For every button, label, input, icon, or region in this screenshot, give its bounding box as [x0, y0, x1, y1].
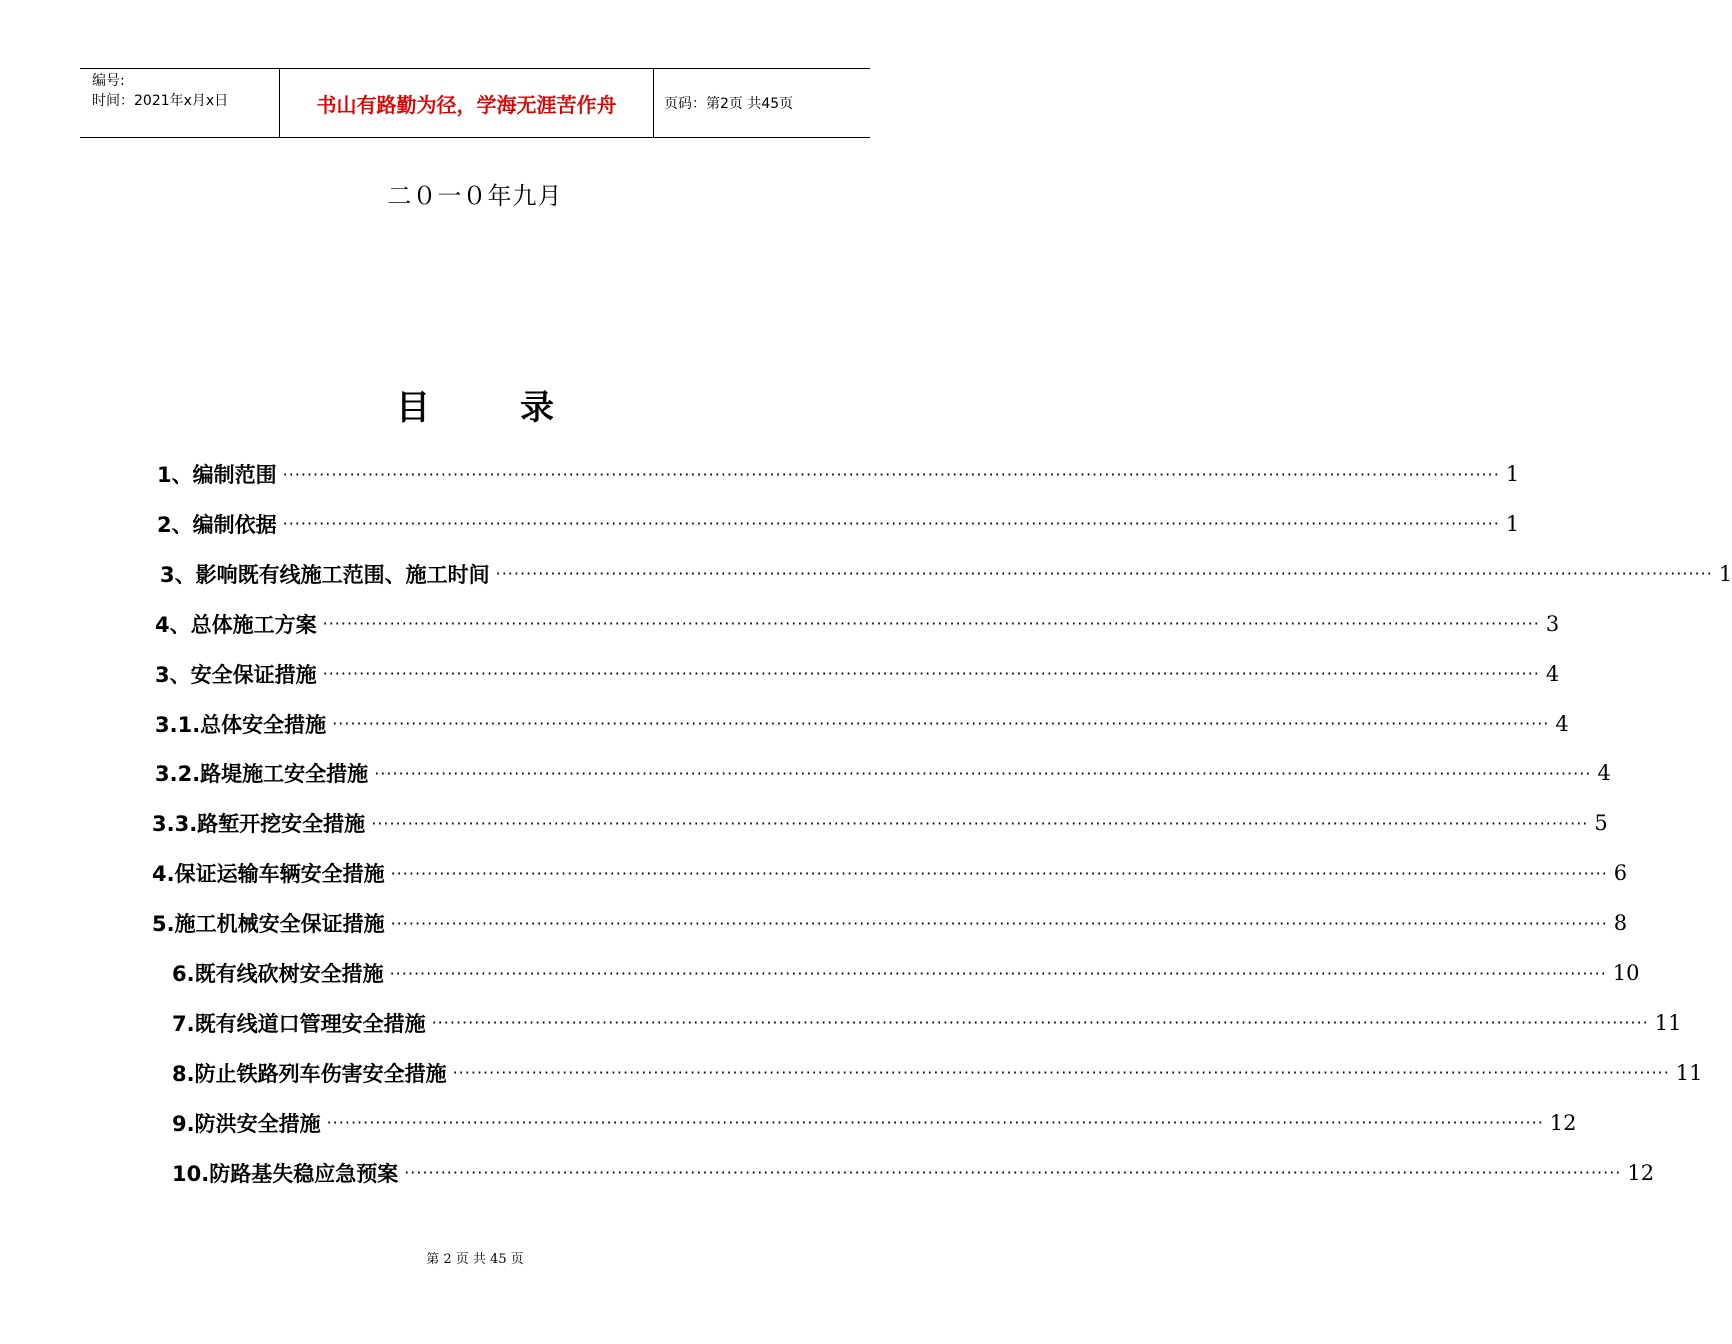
toc-entry-page: 1: [1505, 462, 1520, 486]
toc-entry-page: 4: [1597, 761, 1611, 786]
toc-entry-page: 6: [1613, 861, 1628, 886]
toc-entry-label: 3、安全保证措施: [155, 662, 317, 687]
toc-entry: [155, 656, 1560, 692]
toc-entry: [152, 855, 1628, 891]
toc-entry-label: 10.防路基失稳应急预案: [172, 1161, 399, 1186]
toc-entry: [152, 805, 1608, 841]
toc-entry-page: 4: [1545, 661, 1560, 686]
toc-entry-label: 8.防止铁路列车伤害安全措施: [172, 1061, 447, 1086]
toc-title: [0, 380, 950, 429]
toc-entry: [152, 905, 1628, 941]
toc-entry-page: 11: [1654, 1010, 1682, 1035]
toc-entry: [155, 606, 1560, 642]
toc-entry-label: 3.3.路堑开挖安全措施: [152, 812, 366, 837]
toc-leader: ········································································································································································································: [431, 1013, 1649, 1033]
toc-leader: ········································································································································································································: [390, 863, 1608, 883]
toc-entry-page: 8: [1613, 911, 1628, 936]
toc-leader: ········································································································································································································: [404, 1163, 1622, 1183]
toc-leader: ········································································································································································································: [495, 564, 1713, 584]
toc-entry: [172, 1055, 1703, 1091]
toc-title-left: 目: [396, 388, 430, 428]
toc-entry: [157, 456, 1520, 492]
toc-entry-label: 4.保证运输车辆安全措施: [152, 862, 385, 887]
toc-entry: [155, 755, 1611, 791]
toc-entry: [157, 506, 1520, 542]
page-footer: 第 2 页 共 45 页: [426, 1252, 524, 1267]
toc-entry-page: 10: [1612, 961, 1640, 985]
toc-entry: [160, 556, 1732, 592]
date-line: 二０一０年九月: [387, 182, 563, 210]
toc-entry-page: 12: [1627, 1160, 1655, 1185]
toc-entry: [172, 1105, 1577, 1141]
header-page-info: 页码：第2页 共45页: [664, 96, 794, 112]
header-meta: [80, 69, 280, 137]
toc-entry-page: 12: [1549, 1110, 1577, 1135]
toc-entry-label: 2、编制依据: [157, 512, 277, 537]
toc-entry-page: 11: [1675, 1060, 1703, 1085]
toc-leader: ········································································································································································································: [390, 913, 1608, 933]
toc-entry-label: 9.防洪安全措施: [172, 1111, 321, 1136]
toc-leader: ········································································································································································································: [282, 514, 1500, 534]
toc-title-right: 录: [520, 388, 554, 428]
toc-leader: ········································································································································································································: [322, 614, 1540, 634]
toc-entry-page: 1: [1505, 511, 1520, 536]
toc-entry-label: 3.2.路堤施工安全措施: [155, 762, 369, 787]
number-label: 编号:: [92, 73, 125, 89]
toc-entry-page: 1: [1718, 561, 1732, 586]
toc-leader: ········································································································································································································: [332, 714, 1550, 733]
toc-leader: ········································································································································································································: [371, 813, 1589, 833]
toc-leader: ········································································································································································································: [452, 1063, 1670, 1083]
toc-entry-page: 4: [1555, 711, 1569, 736]
toc-entry: [172, 1005, 1682, 1041]
toc-entry-label: 6.既有线砍树安全措施: [172, 962, 384, 986]
page-header: [80, 68, 870, 138]
toc-leader: ········································································································································································································: [322, 664, 1540, 684]
toc-entry-label: 3、影响既有线施工范围、施工时间: [160, 562, 490, 587]
toc-entry-label: 1、编制范围: [157, 463, 277, 487]
toc-leader: ········································································································································································································: [282, 464, 1500, 484]
toc-entry-label: 5.施工机械安全保证措施: [152, 912, 385, 937]
toc-leader: ········································································································································································································: [326, 1113, 1544, 1133]
toc-entry-page: 3: [1545, 611, 1560, 636]
toc-leader: ········································································································································································································: [389, 963, 1607, 983]
toc-entry: [172, 955, 1640, 991]
time-label: 时间：2021年x月x日: [92, 93, 229, 109]
toc-entry: [172, 1155, 1655, 1191]
toc-entry-label: 7.既有线道口管理安全措施: [172, 1011, 426, 1036]
toc-entry-label: 4、总体施工方案: [155, 612, 317, 637]
header-motto: 书山有路勤为径，学海无涯苦作舟: [280, 69, 654, 137]
toc-entry: [155, 706, 1569, 742]
toc-leader: ········································································································································································································: [374, 763, 1592, 783]
toc-entry-label: 3.1.总体安全措施: [155, 712, 327, 737]
toc-entry-page: 5: [1594, 811, 1608, 836]
